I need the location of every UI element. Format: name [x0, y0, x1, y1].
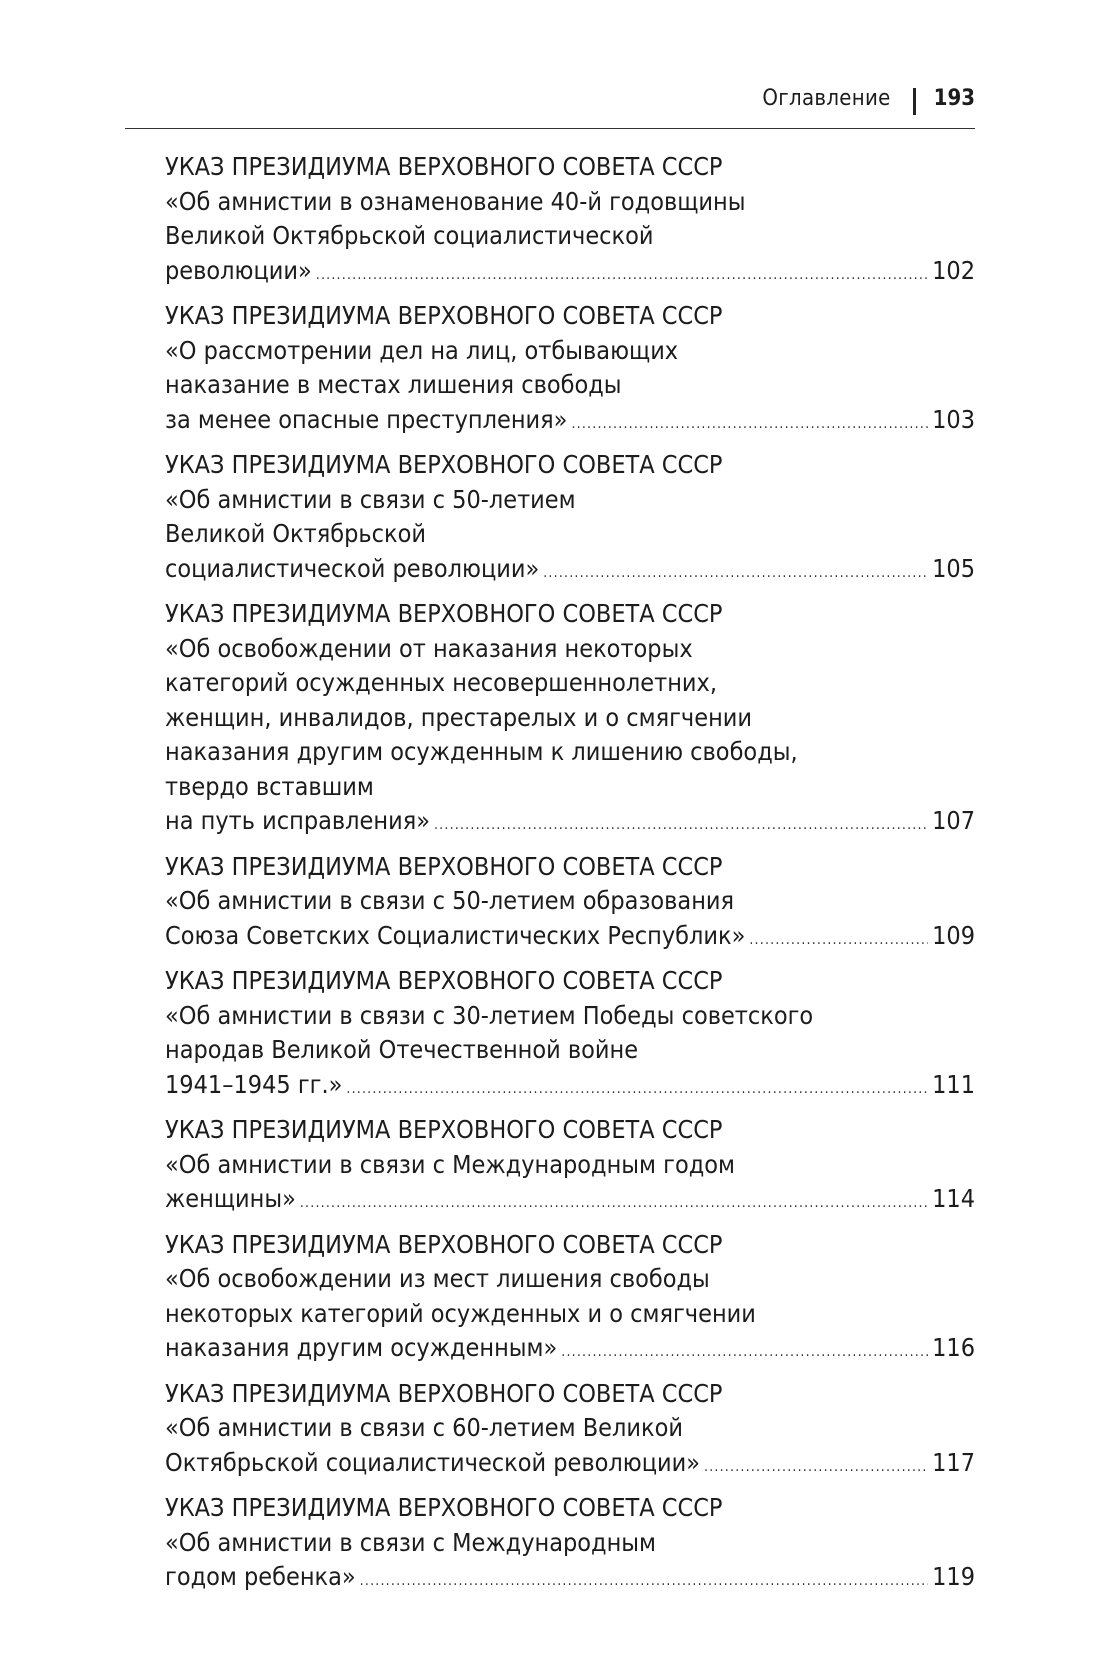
toc-entry-title-line: Октябрьской социалистической революции» — [165, 1447, 701, 1477]
toc-entry-title-line: «Об амнистии в связи с 50-летием образования — [165, 886, 735, 915]
dot-leader — [561, 1335, 928, 1370]
toc-page-number[interactable]: 119 — [932, 1562, 975, 1591]
toc-entry-title-line: «Об амнистии в связи с 50-летием — [165, 484, 576, 514]
toc-entry-last-line — [165, 1446, 975, 1485]
toc-entry-title-line: социалистической революции» — [165, 553, 540, 583]
toc-entry-heading: УКАЗ ПРЕЗИДИУМА ВЕРХОВНОГО СОВЕТА СССР — [165, 1493, 723, 1522]
toc-page-number[interactable]: 102 — [932, 255, 975, 285]
toc-entry-title-line: «Об амнистии в связи с 60-летием Великой — [165, 1413, 683, 1442]
toc-entry[interactable] — [165, 448, 975, 590]
toc-entry-title-line: некоторых категорий осужденных и о смягчении — [165, 1298, 756, 1328]
dot-leader — [316, 258, 928, 293]
toc-entry-title-line: «Об амнистии в связи с Международным — [165, 1527, 657, 1557]
dot-leader — [300, 1186, 928, 1221]
toc-entry-title-line: 1941–1945 гг.» — [165, 1069, 343, 1099]
toc-entry-last-line — [165, 1182, 975, 1221]
toc-entry[interactable] — [165, 1377, 975, 1485]
toc-entry-heading: УКАЗ ПРЕЗИДИУМА ВЕРХОВНОГО СОВЕТА СССР — [165, 1378, 723, 1408]
toc-page-number[interactable]: 114 — [932, 1184, 975, 1213]
toc-entry[interactable] — [165, 150, 975, 292]
toc-entry-title-line: «Об амнистии в связи с Международным годом — [165, 1149, 736, 1179]
toc-entry-title-line: революции» — [165, 255, 312, 285]
toc-entry[interactable] — [165, 964, 975, 1106]
toc-entry-title-line: категорий осужденных несовершеннолетних, — [165, 668, 717, 697]
toc-entry-title-line: за менее опасные преступления» — [165, 404, 568, 434]
toc-entry-last-line — [165, 919, 975, 958]
toc-page-number[interactable]: 105 — [932, 553, 975, 583]
toc-entry[interactable] — [165, 850, 975, 958]
toc-page-number[interactable]: 116 — [932, 1333, 975, 1362]
running-header — [125, 86, 975, 129]
toc-entry-title-line: «Об амнистии в связи с 30-летием Победы советского — [165, 1000, 814, 1030]
toc-entry-title-line: Великой Октябрьской социалистической — [165, 221, 654, 250]
toc-page-number[interactable]: 103 — [932, 404, 975, 434]
dot-leader — [749, 923, 928, 958]
toc-entry-heading: УКАЗ ПРЕЗИДИУМА ВЕРХОВНОГО СОВЕТА СССР — [165, 152, 723, 181]
toc-entry-title-line: наказания другим осужденным к лишению свободы, — [165, 737, 798, 766]
toc-entry[interactable] — [165, 299, 975, 441]
toc-entry[interactable] — [165, 1228, 975, 1370]
toc-entry-heading: УКАЗ ПРЕЗИДИУМА ВЕРХОВНОГО СОВЕТА СССР — [165, 966, 723, 995]
toc-entry[interactable] — [165, 1491, 975, 1599]
dot-leader — [571, 407, 928, 442]
section-title: Оглавление — [762, 86, 891, 111]
toc-entry-heading: УКАЗ ПРЕЗИДИУМА ВЕРХОВНОГО СОВЕТА СССР — [165, 851, 723, 881]
dot-leader — [434, 808, 928, 843]
toc-entry-last-line — [165, 804, 975, 843]
toc-entry[interactable] — [165, 1113, 975, 1221]
toc-entry-title-line: твердо вставшим — [165, 771, 374, 801]
table-of-contents — [165, 150, 975, 1606]
toc-entry-heading: УКАЗ ПРЕЗИДИУМА ВЕРХОВНОГО СОВЕТА СССР — [165, 1115, 723, 1144]
toc-page-number[interactable]: 107 — [932, 806, 975, 835]
toc-entry-title-line: на путь исправления» — [165, 806, 430, 835]
toc-page-number[interactable]: 117 — [932, 1447, 975, 1477]
toc-entry-title-line: «О рассмотрении дел на лиц, отбывающих — [165, 335, 679, 365]
toc-entry-title-line: Союза Советских Социалистических Республик» — [165, 920, 746, 950]
toc-entry-last-line — [165, 552, 975, 591]
toc-entry-title-line: наказание в местах лишения свободы — [165, 370, 622, 399]
toc-entry-title-line: женщины» — [165, 1184, 296, 1213]
toc-page-number[interactable]: 111 — [932, 1069, 975, 1099]
toc-entry-title-line: «Об освобождении из мест лишения свободы — [165, 1264, 710, 1293]
page-number: 193 — [933, 86, 975, 111]
toc-entry-last-line — [165, 254, 975, 293]
toc-entry-title-line: народав Великой Отечественной войне — [165, 1035, 639, 1064]
toc-entry-title-line: наказания другим осужденным» — [165, 1333, 558, 1362]
toc-entry-heading: УКАЗ ПРЕЗИДИУМА ВЕРХОВНОГО СОВЕТА СССР — [165, 1229, 723, 1259]
toc-entry-title-line: женщин, инвалидов, престарелых и о смягчении — [165, 702, 752, 732]
toc-entry-last-line — [165, 1331, 975, 1370]
dot-leader — [346, 1072, 928, 1107]
toc-entry-last-line — [165, 403, 975, 442]
header-separator — [913, 88, 916, 115]
toc-page-number[interactable]: 109 — [932, 920, 975, 950]
toc-entry-title-line: «Об освобождении от наказания некоторых — [165, 633, 693, 663]
toc-entry-heading: УКАЗ ПРЕЗИДИУМА ВЕРХОВНОГО СОВЕТА СССР — [165, 301, 723, 330]
toc-entry-last-line — [165, 1560, 975, 1599]
toc-entry-title-line: Великой Октябрьской — [165, 519, 426, 548]
toc-entry-last-line — [165, 1068, 975, 1107]
toc-entry-title-line: годом ребенка» — [165, 1562, 356, 1591]
dot-leader — [360, 1564, 928, 1599]
dot-leader — [543, 556, 928, 591]
toc-entry-title-line: «Об амнистии в ознаменование 40-й годовщины — [165, 186, 746, 216]
toc-entry-heading: УКАЗ ПРЕЗИДИУМА ВЕРХОВНОГО СОВЕТА СССР — [165, 599, 723, 628]
dot-leader — [704, 1450, 928, 1485]
toc-entry-heading: УКАЗ ПРЕЗИДИУМА ВЕРХОВНОГО СОВЕТА СССР — [165, 450, 723, 479]
toc-entry[interactable] — [165, 597, 975, 843]
